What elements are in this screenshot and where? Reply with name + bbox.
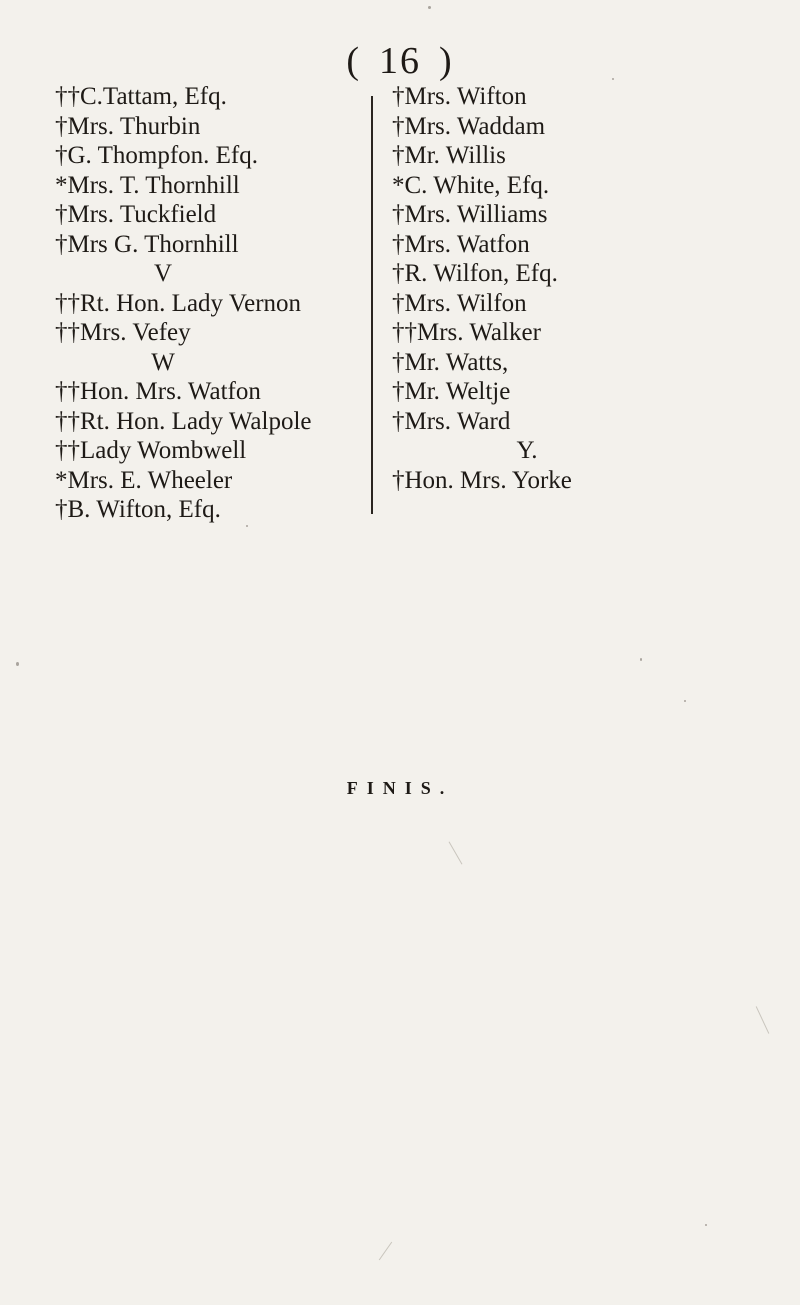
subscriber-entry: ††Hon. Mrs. Watfon [55,378,261,405]
subscriber-entry: †G. Thompfon. Efq. [55,142,258,169]
paper-scratch [449,841,463,864]
paper-speck [428,6,431,9]
paper-speck [705,1224,707,1226]
paper-speck [246,525,248,527]
alphabet-section-letter: Y. [516,437,538,464]
subscriber-entry: †Mrs. Wifton [392,83,527,110]
paper-speck [684,700,686,702]
page-number [0,42,800,80]
subscriber-entry: ††Lady Wombwell [55,437,247,464]
subscriber-entry: †Mrs. Watfon [392,230,530,258]
subscriber-entry: †Mr. Willis [392,142,506,169]
paper-scratch [379,1242,392,1261]
finis-colophon: FINIS. [346,778,454,798]
subscriber-entry: †Hon. Mrs. Yorke [392,466,572,494]
paper-speck [16,662,19,666]
page-number-open-paren: ( [346,40,361,82]
paper-speck [640,658,642,661]
subscriber-entry: †Mrs. Wilfon [392,289,527,317]
alphabet-section-letter: V [153,260,173,287]
column-divider-rule [371,96,373,514]
page-number-value: 16 [379,40,421,82]
subscriber-entry: ††Mrs. Vefey [55,319,191,346]
subscriber-entry: ††Mrs. Walker [392,319,541,346]
subscriber-entry: *C. White, Efq. [392,171,550,199]
subscriber-list-right-column [392,82,732,495]
subscriber-entry: †B. Wifton, Efq. [55,496,221,523]
subscriber-entry: *Mrs. T. Thornhill [55,171,240,199]
paper-scratch [756,1006,770,1034]
subscriber-entry: ††Rt. Hon. Lady Walpole [55,407,312,435]
subscriber-entry: †Mrs. Tuckfield [55,201,217,228]
subscriber-entry: †Mrs. Thurbin [55,112,201,140]
alphabet-section-letter: W [151,348,175,376]
subscriber-entry: †Mrs. Ward [392,407,511,435]
subscriber-entry: †Mr. Weltje [392,378,511,405]
subscriber-entry: ††Rt. Hon. Lady Vernon [55,289,302,317]
subscriber-entry: †R. Wilfon, Efq. [392,260,558,287]
paper-speck [612,78,614,80]
subscriber-list-left-column [55,82,375,525]
subscriber-entry: †Mrs. Williams [392,201,548,228]
subscriber-entry: *Mrs. E. Wheeler [55,466,233,494]
subscriber-entry: †Mrs G. Thornhill [55,230,239,258]
page-number-close-paren: ) [439,40,454,82]
subscriber-entry: †Mr. Watts, [392,348,509,376]
subscriber-entry: ††C.Tattam, Efq. [55,83,227,110]
subscriber-entry: †Mrs. Waddam [392,112,546,140]
